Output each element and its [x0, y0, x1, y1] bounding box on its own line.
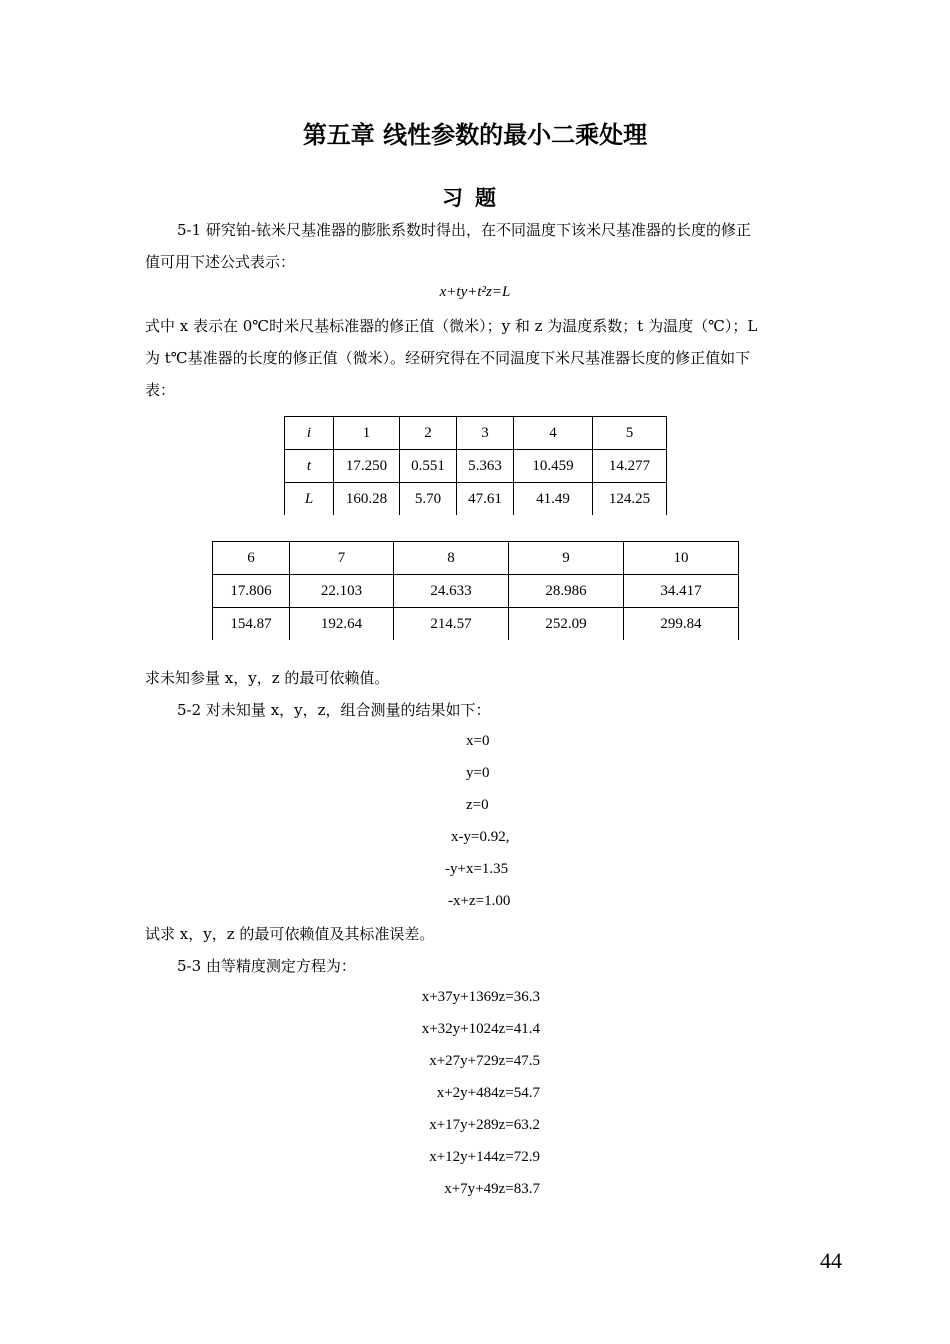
table-cell: 24.633: [394, 575, 509, 608]
table-row: [213, 575, 739, 608]
table-cell: 5: [593, 417, 667, 450]
table-cell: 214.57: [394, 608, 509, 641]
table-cell: 7: [290, 542, 394, 575]
table-cell: 252.09: [509, 608, 624, 641]
table-cell: 4: [514, 417, 593, 450]
problem-5-3-intro: 5-3 由等精度测定方程为：: [177, 957, 356, 975]
table-cell: 154.87: [213, 608, 290, 641]
problem-5-2-intro: 5-2 对未知量 x，y，z，组合测量的结果如下：: [177, 701, 491, 719]
table-cell: 0.551: [400, 450, 457, 483]
table-cell: 124.25: [593, 483, 667, 516]
problem-5-2-equation: x-y=0.92,: [451, 829, 510, 845]
table-cell: 192.64: [290, 608, 394, 641]
table-cell: 34.417: [624, 575, 739, 608]
table-cell: 28.986: [509, 575, 624, 608]
problem-5-1-explain-line1: 式中 x 表示在 0℃时米尺基标准器的修正值（微米）；y 和 z 为温度系数；t 为温度（℃）；L: [145, 317, 758, 335]
table-row: [285, 483, 667, 516]
problem-5-3-equation: x+27y+729z=47.5: [429, 1053, 540, 1069]
table-cell: 9: [509, 542, 624, 575]
problem-5-3-equation: x+17y+289z=63.2: [429, 1117, 540, 1133]
table-cell: 299.84: [624, 608, 739, 641]
table-cell: 22.103: [290, 575, 394, 608]
problem-5-2-equation: y=0: [466, 765, 490, 781]
table-cell: 5.70: [400, 483, 457, 516]
problem-5-2-equation: -x+z=1.00: [448, 893, 511, 909]
table-cell: L: [285, 483, 334, 516]
problem-5-1-question: 求未知参量 x，y，z 的最可依赖值。: [145, 669, 390, 687]
table-cell: 3: [457, 417, 514, 450]
table-cell: 17.806: [213, 575, 290, 608]
table-cell: 17.250: [334, 450, 400, 483]
table-cell: 8: [394, 542, 509, 575]
problem-5-2-equation: x=0: [466, 733, 490, 749]
table-cell: 1: [334, 417, 400, 450]
table-cell: 14.277: [593, 450, 667, 483]
chapter-title: 第五章 线性参数的最小二乘处理: [302, 121, 648, 149]
data-table-2: [212, 541, 739, 640]
problem-5-1-intro-line2: 值可用下述公式表示：: [145, 253, 296, 271]
table-cell: 5.363: [457, 450, 514, 483]
page-number: 44: [820, 1248, 842, 1273]
problem-5-1-formula: x+ty+t²z=L: [439, 284, 511, 300]
table-cell: 41.49: [514, 483, 593, 516]
problem-5-3-equation: x+37y+1369z=36.3: [421, 989, 540, 1005]
problem-5-1-intro-line1: 5-1 研究铂-铱米尺基准器的膨胀系数时得出，在不同温度下该米尺基准器的长度的修正: [177, 221, 751, 239]
table-cell: i: [285, 417, 334, 450]
problem-5-3-equation: x+12y+144z=72.9: [429, 1149, 540, 1165]
problem-5-1-explain-line2: 为 t℃基准器的长度的修正值（微米）。经研究得在不同温度下米尺基准器长度的修正值如下: [145, 349, 751, 367]
table-row: [213, 608, 739, 641]
table-cell: 10: [624, 542, 739, 575]
problem-5-3-equation: x+2y+484z=54.7: [436, 1085, 540, 1101]
section-title: 习题: [442, 186, 508, 210]
problem-5-1-explain-line3: 表：: [145, 381, 176, 399]
table-cell: 47.61: [457, 483, 514, 516]
table-row: [213, 542, 739, 575]
problem-5-3-equation: x+32y+1024z=41.4: [421, 1021, 540, 1037]
table-cell: 160.28: [334, 483, 400, 516]
table-cell: 6: [213, 542, 290, 575]
table-cell: t: [285, 450, 334, 483]
data-table-1: [284, 416, 667, 515]
problem-5-2-equation: -y+x=1.35: [445, 861, 509, 877]
table-cell: 2: [400, 417, 457, 450]
problem-5-3-equation: x+7y+49z=83.7: [444, 1181, 540, 1197]
table-cell: 10.459: [514, 450, 593, 483]
problem-5-2-equation: z=0: [466, 797, 489, 813]
table-row: [285, 417, 667, 450]
table-row: [285, 450, 667, 483]
problem-5-2-question: 试求 x，y，z 的最可依赖值及其标准误差。: [145, 925, 435, 943]
